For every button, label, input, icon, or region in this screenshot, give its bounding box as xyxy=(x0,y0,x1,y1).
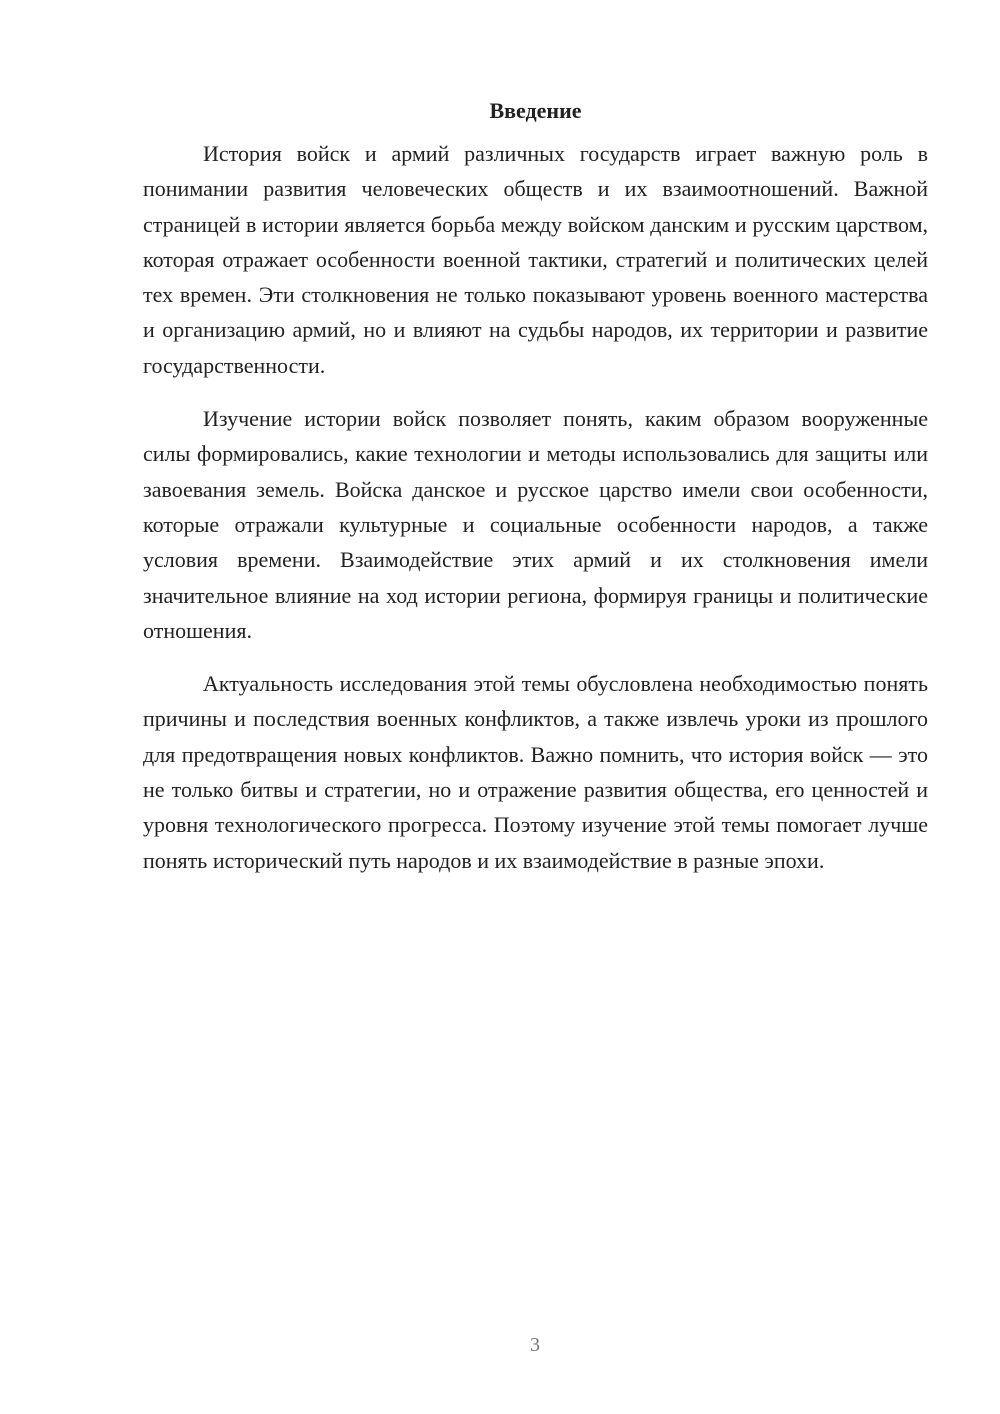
section-heading: Введение xyxy=(489,98,582,123)
paragraph-1: История войск и армий различных государств играет важную роль в понимании развития человеческих обществ и их взаимоотношений. Важной страницей в истории является борьба между войском данским и русским царством, которая отражает особенности военной тактики, стратегий и политических целей тех времен. Эти столкновения не только показывают уровень военного мастерства и организацию армий, но и влияют на судьбы народов, их территории и развитие государственности. xyxy=(143,141,928,378)
paragraph-3: Актуальность исследования этой темы обусловлена необходимостью понять причины и последствия военных конфликтов, а также извлечь уроки из прошлого для предотвращения новых конфликтов. Важно помнить, что история войск — это не только битвы и стратегии, но и отражение развития общества, его ценностей и уровня технологического прогресса. Поэтому изучение этой темы помогает лучше понять исторический путь народов и их взаимодействие в разные эпохи. xyxy=(143,671,928,873)
paragraph-2: Изучение истории войск позволяет понять, каким образом вооруженные силы формировались, какие технологии и методы использовались для защиты или завоевания земель. Войска данское и русское царство имели свои особенности, которые отражали культурные и социальные особенности народов, а также условия времени. Взаимодействие этих армий и их столкновения имели значительное влияние на ход истории региона, формируя границы и политические отношения. xyxy=(143,406,928,643)
page-number: 3 xyxy=(530,1334,540,1356)
page-content xyxy=(143,94,928,896)
